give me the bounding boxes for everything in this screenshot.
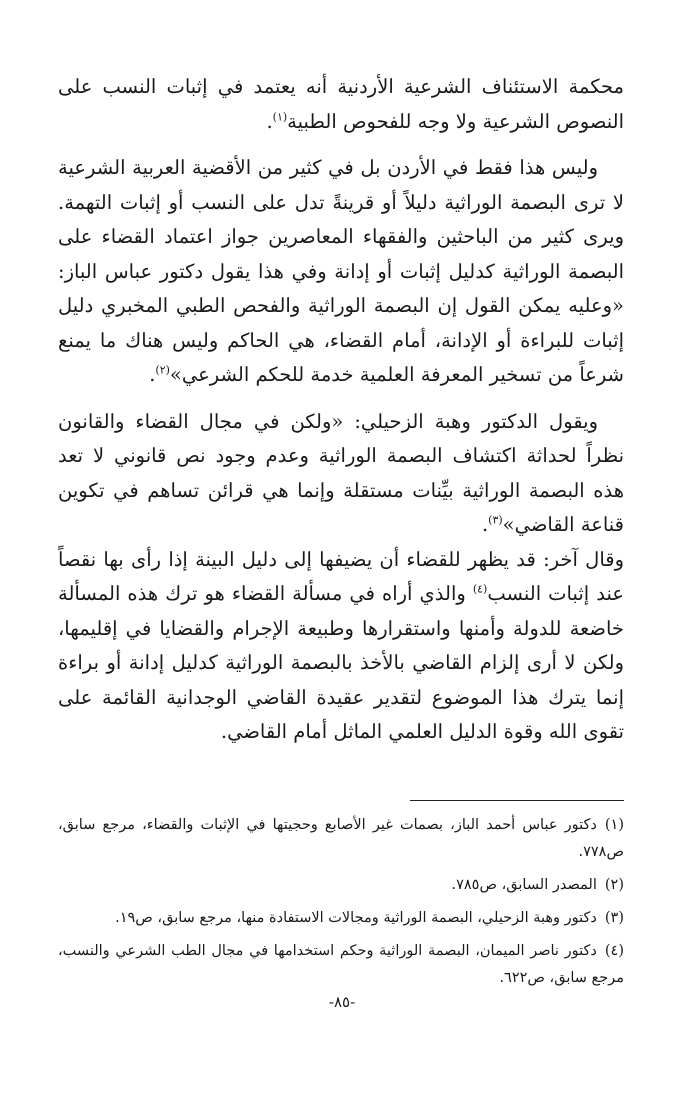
paragraph-3-end: .	[481, 513, 489, 536]
paragraph-4-text-b: والذي أراه في مسألة القضاء هو ترك هذه المسألة خاضعة للدولة وأمنها واستقرارها وطبيعة الإجرام والقضايا في إقليمها، ولكن لا أرى إلزام القاضي بالأخذ بالبصمة الوراثية كدليل إدانة أو براءة إنما يترك هذا الموضوع لتقدير عقيدة القاضي الوجدانية القائمة على تقوى الله وقوة الدليل العلمي الماثل أمام القاضي.	[58, 582, 624, 743]
footnote-ref-3[interactable]: (٣)	[488, 513, 503, 527]
page-number: -٨٥-	[328, 993, 356, 1011]
footnote-number: (٣)	[604, 910, 624, 926]
footnote-number: (٢)	[604, 877, 624, 893]
paragraph-2	[58, 151, 624, 393]
paragraph-3	[58, 405, 624, 543]
footnote-number: (٤)	[604, 943, 624, 959]
footnote-text: دكتور ناصر الميمان، البصمة الوراثية وحكم استخدامها في مجال الطب الشرعي والنسب، مرجع سابق، ص٦٢٢.	[58, 943, 624, 986]
footnote-3	[58, 905, 624, 932]
footnote-divider	[410, 800, 624, 801]
paragraph-3-text: ويقول الدكتور وهبة الزحيلي: «ولكن في مجال القضاء والقانون نظراً لحداثة اكتشاف البصمة الوراثية وعدم وجود نص قانوني لا تعد هذه البصمة الوراثية بيِّنات مستقلة وإنما هي قرائن تساهم في تكوين قناعة القاضي»	[58, 409, 624, 536]
footnote-ref-4[interactable]: (٤)	[472, 582, 488, 596]
footnote-1	[58, 812, 624, 866]
paragraph-1-text: محكمة الاستئناف الشرعية الأردنية أنه يعتمد في إثبات النسب على النصوص الشرعية ولا وجه للفحوص الطبية	[58, 75, 624, 133]
footnote-text: دكتور عباس أحمد الباز، بصمات غير الأصابع وحجيتها في الإثبات والقضاء، مرجع سابق، ص٧٧٨.	[58, 817, 624, 860]
paragraph-1	[58, 70, 624, 139]
footnote-4	[58, 938, 624, 992]
footnote-ref-1[interactable]: (١)	[272, 110, 288, 123]
paragraph-2-text: وليس هذا فقط في الأردن بل في كثير من الأقضية العربية الشرعية لا ترى البصمة الوراثية دليلاً أو قرينةً تدل على النسب أو إثبات التهمة. ويرى كثير من الباحثين والفقهاء المعاصرين جواز اعتماد القضاء على البصمة الوراثية كدليل إثبات أو إدانة وفي هذا يقول دكتور عباس الباز: «وعليه يمكن القول إن البصمة الوراثية والفحص الطبي المخبري دليل إثبات للبراءة أو الإدانة، أمام القضاء، هي الحاكم وليس هناك ما يمنع شرعاً من تسخير المعرفة العلمية خدمة للحكم الشرعي»	[58, 156, 624, 386]
paragraph-1-end: .	[266, 109, 273, 133]
footnote-2	[58, 872, 624, 899]
footnotes	[58, 812, 624, 998]
footnote-text: المصدر السابق، ص٧٨٥.	[451, 877, 597, 893]
footnote-number: (١)	[604, 817, 624, 833]
footnote-text: دكتور وهبة الزحيلي، البصمة الوراثية ومجالات الاستفادة منها، مرجع سابق، ص١٩.	[115, 910, 597, 926]
main-text	[58, 70, 624, 750]
footnote-ref-2[interactable]: (٢)	[155, 363, 170, 377]
paragraph-4	[58, 543, 624, 750]
paragraph-2-end: .	[149, 363, 156, 386]
paragraph-4-text-a: وقال آخر: قد يظهر للقضاء أن يضيفها إلى دليل البينة إذا رأى بها نقصاً عند إثبات النسب	[58, 547, 624, 605]
